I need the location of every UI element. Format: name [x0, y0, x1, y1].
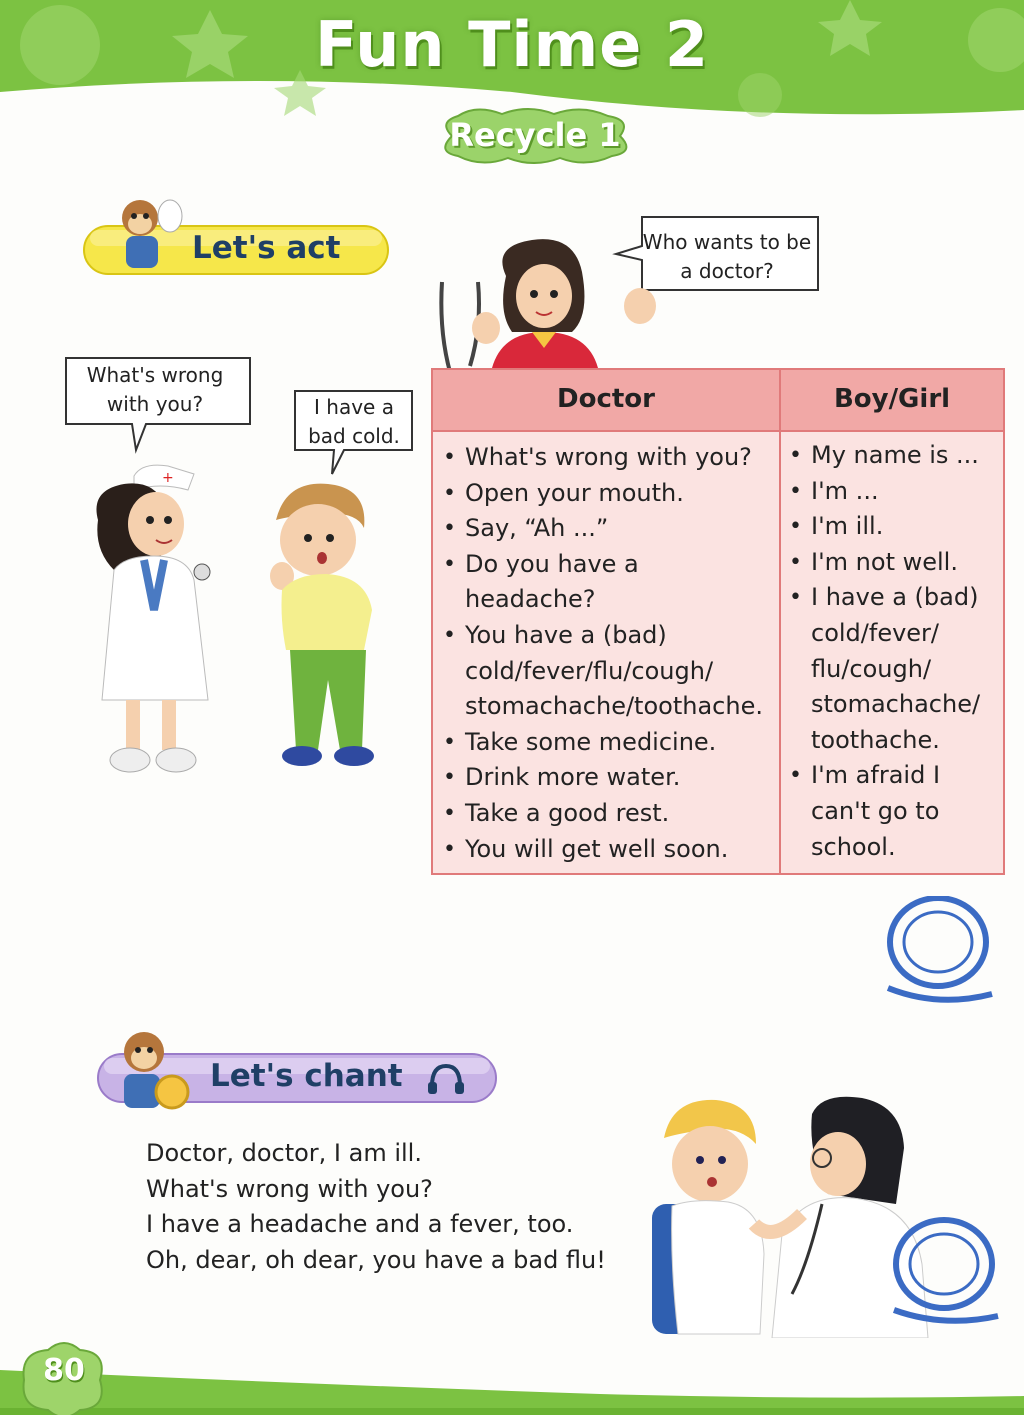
boy-girl-phrase: • I'm ill.	[785, 509, 1001, 545]
lets-act-label: Let's act	[192, 230, 341, 266]
bubble-girl-text: Who wants to be a doctor?	[642, 230, 812, 283]
page-number: 80	[43, 1353, 85, 1388]
boy-girl-phrase: • My name is ...	[785, 438, 1001, 474]
doctor-phrase: • Take a good rest.	[439, 796, 777, 832]
group-assessment-stamp-icon	[880, 896, 1000, 1006]
doctor-phrase: • Do you have a	[439, 547, 777, 583]
svg-text:+: +	[162, 470, 174, 486]
boy-girl-phrase: • I'm afraid I	[785, 758, 1001, 794]
footer-band	[0, 1330, 1024, 1415]
doctor-phrase: • Take some medicine.	[439, 725, 777, 761]
column-divider	[779, 370, 781, 873]
bubble-boy-text: I have a bad cold.	[308, 395, 400, 448]
chant-line: What's wrong with you?	[146, 1174, 433, 1203]
doctor-phrase: • You will get well soon.	[439, 832, 777, 868]
boy-girl-phrase: school.	[811, 832, 896, 861]
doctor-phrase: • Open your mouth.	[439, 476, 777, 512]
boy-girl-phrase: • I have a (bad)	[785, 580, 1001, 616]
chant-line: Oh, dear, oh dear, you have a bad flu!	[146, 1245, 606, 1274]
boy-girl-phrase: toothache.	[811, 725, 940, 754]
boy-girl-phrase: cold/fever/	[811, 618, 940, 647]
recycle-label: Recycle 1	[449, 116, 621, 154]
col-header-doctor: Doctor	[557, 384, 655, 414]
nurse-illustration	[84, 460, 224, 780]
bubble-nurse-text: What's wrong with you?	[86, 363, 224, 416]
headphones-icon[interactable]	[426, 1060, 466, 1096]
lets-chant-label: Let's chant	[210, 1058, 403, 1094]
doctor-phrase-list	[439, 440, 777, 867]
monkey-with-horn-icon	[100, 1022, 198, 1116]
sick-boy-illustration	[256, 480, 396, 780]
boy-girl-phrase-list	[785, 438, 1001, 865]
doctor-phrase: cold/fever/flu/cough/	[465, 656, 714, 685]
boy-girl-phrase: can't go to	[811, 796, 940, 825]
phrases-table	[431, 368, 1005, 875]
page-title: Fun Time 2	[314, 8, 710, 81]
doctor-phrase: • What's wrong with you?	[439, 440, 777, 476]
doctor-phrase: • Drink more water.	[439, 760, 777, 796]
doctor-phrase: headache?	[465, 585, 596, 614]
doctor-phrase: • You have a (bad)	[439, 618, 777, 654]
doctor-phrase: stomachache/toothache.	[465, 692, 763, 721]
boy-girl-phrase: stomachache/	[811, 690, 981, 719]
col-header-boy-girl: Boy/Girl	[833, 384, 951, 414]
boy-girl-phrase: flu/cough/	[811, 654, 932, 683]
boy-girl-phrase: • I'm not well.	[785, 545, 1001, 581]
boy-girl-phrase: • I'm ...	[785, 474, 1001, 510]
doctor-phrase: • Say, “Ah ...”	[439, 511, 777, 547]
chant-text	[146, 1136, 666, 1278]
chant-line: Doctor, doctor, I am ill.	[146, 1139, 422, 1167]
group-assessment-stamp-icon	[886, 1216, 1006, 1326]
chant-line: I have a headache and a fever, too.	[146, 1210, 574, 1238]
monkey-mascot-icon	[106, 192, 190, 276]
